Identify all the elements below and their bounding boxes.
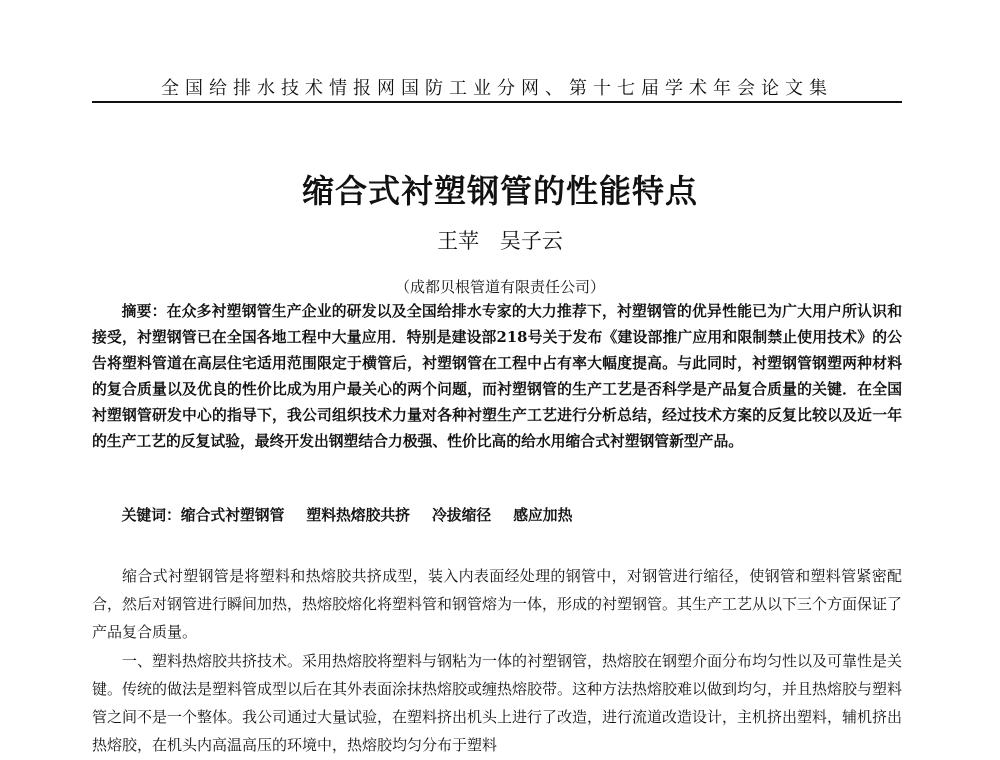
abstract-label: 摘要：	[121, 303, 167, 320]
paper-title: 缩合式衬塑钢管的性能特点	[301, 172, 698, 210]
keyword-item: 塑料热熔胶共挤	[306, 507, 410, 524]
author-name: 王苹	[437, 229, 480, 253]
keyword-item: 感应加热	[513, 507, 573, 524]
running-header: 全国给排水技术情报网国防工业分网、第十七届学术年会论文集	[161, 78, 833, 99]
authors	[0, 225, 1000, 255]
body-paragraph: 缩合式衬塑钢管是将塑料和热熔胶共挤成型，装入内表面经处理的钢管中，对钢管进行缩径，使钢管和塑料管紧密配合，然后对钢管进行瞬间加热，热熔胶熔化将塑料管和钢管熔为一体，形成的衬塑钢管。其生产工艺从以下三个方面保证了产品复合质量。	[92, 567, 903, 641]
header-rule	[92, 101, 902, 103]
keyword-item: 冷拔缩径	[431, 507, 492, 524]
keywords	[92, 503, 902, 529]
keywords-label: 关键词：	[121, 507, 181, 524]
keyword-item: 缩合式衬塑钢管	[180, 507, 285, 524]
author-name: 吴子云	[499, 229, 563, 253]
affiliation: （成都贝根管道有限责任公司）	[394, 278, 605, 296]
abstract-text: 在众多衬塑钢管生产企业的研发以及全国给排水专家的大力推荐下，衬塑钢管的优异性能已为广大用户所认识和接受，衬塑钢管已在全国各地工程中大量应用．特别是建设部218号关于发布《建设部推广应用和限制禁止使用技术》的公告将塑料管道在高层住宅适用范围限定于横管后，衬塑钢管在工程中占有率大幅度提高。与此同时，衬塑钢管钢塑两种材料的复合质量以及优良的性价比成为用户最关心的两个问题，而衬塑钢管的生产工艺是否科学是产品复合质量的关键．在全国衬塑钢管研发中心的指导下，我公司组织技术力量对各种衬塑生产工艺进行分析总结，经过技术方案的反复比较以及近一年的生产工艺的反复试验，最终开发出钢塑结合力极强、性价比高的给水用缩合式衬塑钢管新型产品。	[92, 303, 902, 450]
body-paragraph: 一、塑料热熔胶共挤技术。采用热熔胶将塑料与钢粘为一体的衬塑钢管，热熔胶在钢塑介面分布均匀性以及可靠性是关键。传统的做法是塑料管成型以后在其外表面涂抹热熔胶或缠热熔胶带。这种方法热熔胶难以做到均匀，并且热熔胶与塑料管之间不是一个整体。我公司通过大量试验，在塑料挤出机头上进行了改造，进行流道改造设计，主机挤出塑料，辅机挤出热熔胶，在机头内高温高压的环境中，热熔胶均匀分布于塑料	[92, 652, 903, 754]
abstract	[92, 299, 902, 455]
